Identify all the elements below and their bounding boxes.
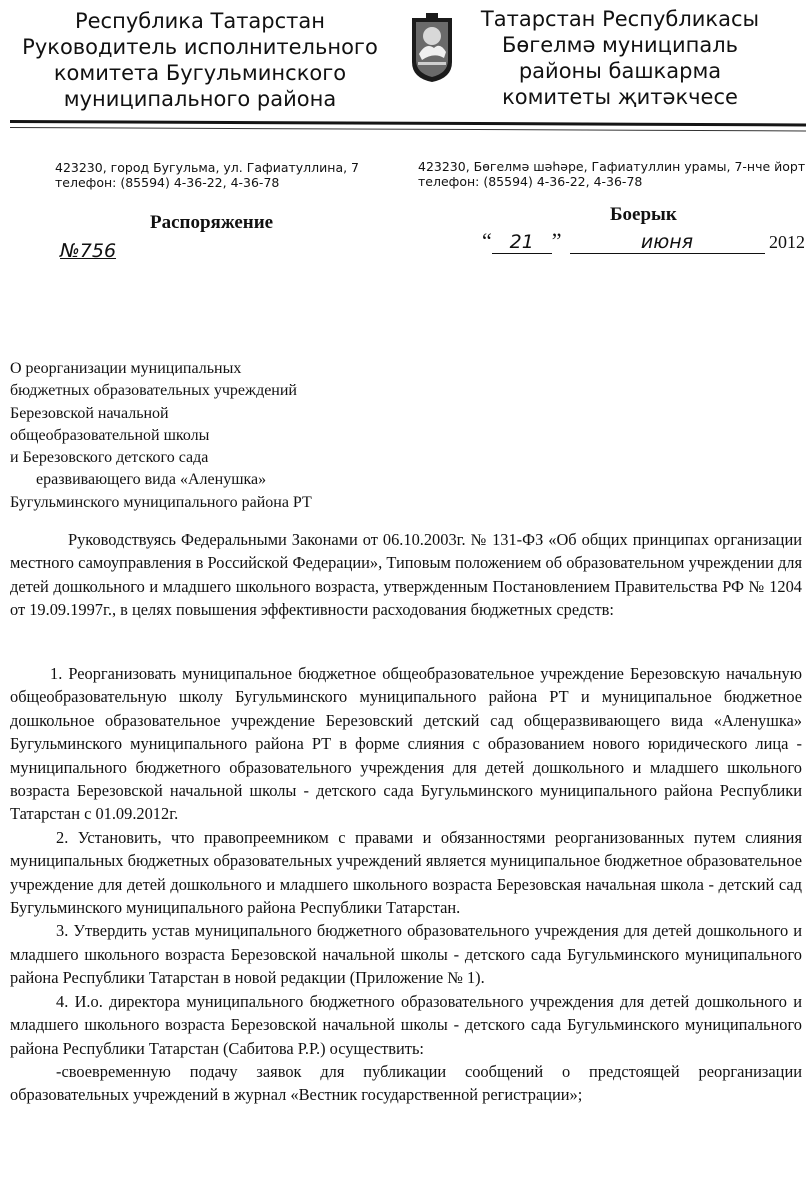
address-right [418, 159, 805, 189]
order-item: 3. Утвердить устав муниципального бюджетного образовательного учреждения для детей дошкольного и младшего школьного возраста Березовской начальной школы - детского сада Бугульминского муниципального района Республики Татарстан в новой редакции (Приложение № 1). [10, 921, 802, 988]
doc-date [482, 228, 805, 254]
subject-line: еразвивающего вида «Аленушка» [36, 471, 267, 489]
address-left [55, 160, 359, 190]
date-day: 21 [492, 231, 552, 254]
header-right-line: Бөгелмә муниципаль [501, 33, 739, 57]
doc-number: №756 [60, 240, 117, 262]
order-item: 4. И.о. директора муниципального бюджетного образовательного учреждения для детей дошкольного и младшего школьного возраста Березовской начальной школы - детского сада Бугульминского муниципального района Республики Татарстан (Сабитова Р.Р.) осуществить: [10, 991, 802, 1058]
order-item: 2. Установить, что правопреемником с правами и обязанностями реорганизованных путем слияния муниципальных бюджетных образовательных учреждений является муниципальное бюджетное образовательное учреждение для детей дошкольного и младшего школьного возраста Березовская начальная школа - детский сад Бугульминского муниципального района Республики Татарстан. [10, 827, 802, 918]
order-item: -своевременную подачу заявок для публикации сообщений о предстоящей реорганизации образовательных учреждений в журнал «Вестник государственной регистрации»; [10, 1061, 802, 1105]
date-open-quote: “ [482, 228, 492, 253]
address-right-phone: телефон: (85594) 4-36-22, 4-36-78 [418, 174, 643, 189]
order-item: 1. Реорганизовать муниципальное бюджетное общеобразовательное учреждение Березовскую начальную общеобразовательную школу Бугульминского муниципального района РТ и муниципальное бюджетное дошкольное образовательное учреждение Березовский детский сад общеразвивающего вида «Аленушка» Бугульминского муниципального района РТ в форме слияния с образованием нового юридического лица - муниципального бюджетного образовательного учреждения для детей дошкольного и младшего школьного возраста Березовской начальной школы - детского сада Бугульминского муниципального района Республики Татарстан с 01.09.2012г. [10, 664, 802, 824]
date-year: 2012 [769, 232, 806, 252]
address-left-street: 423230, город Бугульма, ул. Гафиатуллина, 7 [55, 160, 360, 175]
subject-line: бюджетных образовательных учреждений [10, 382, 297, 400]
header-left-line: Республика Татарстан [74, 9, 326, 33]
order-items [10, 662, 802, 1107]
header-right-block [450, 6, 790, 110]
date-close-quote: ” [551, 228, 562, 253]
header-left-line: Руководитель исполнительного [22, 35, 378, 59]
header-divider-thin [10, 127, 806, 131]
header-right-line: районы башкарма [518, 59, 722, 83]
header-left-block [0, 8, 400, 112]
address-left-phone: телефон: (85594) 4-36-22, 4-36-78 [55, 175, 280, 190]
address-right-street: 423230, Бөгелмә шәһәре, Гафиатуллин урамы, 7-нче йорт [418, 159, 806, 174]
subject-line: Березовской начальной [10, 404, 169, 422]
subject-block [10, 358, 312, 514]
header-left-line: комитета Бугульминского [53, 61, 347, 85]
header-right-line: комитеты җитәкчесе [502, 85, 738, 109]
date-month: июня [570, 231, 765, 254]
subject-line: общеобразовательной школы [10, 426, 210, 444]
doc-type-russian: Распоряжение [150, 212, 274, 233]
header-right-line: Татарстан Республикасы [480, 7, 760, 31]
header-left-line: муниципального района [63, 87, 337, 111]
preamble-paragraph: Руководствуясь Федеральными Законами от 06.10.2003г. № 131-ФЗ «Об общих принципах организации местного самоуправления в Российской Федерации», Типовым положением об образовательном учреждении для детей дошкольного и младшего школьного возраста, утвержденным Постановлением Правительства РФ № 1204 от 19.09.1997г., в целях повышения эффективности расходования бюджетных средств: [10, 530, 802, 620]
doc-type-tatar: Боерык [610, 204, 677, 225]
header-divider-thick [10, 120, 806, 126]
subject-line: и Березовского детского сада [10, 449, 209, 467]
subject-line: Бугульминского муниципального района РТ [10, 493, 312, 511]
subject-line: О реорганизации муниципальных [10, 360, 242, 377]
tatarstan-coat-of-arms-icon [410, 12, 454, 84]
preamble [10, 528, 802, 622]
